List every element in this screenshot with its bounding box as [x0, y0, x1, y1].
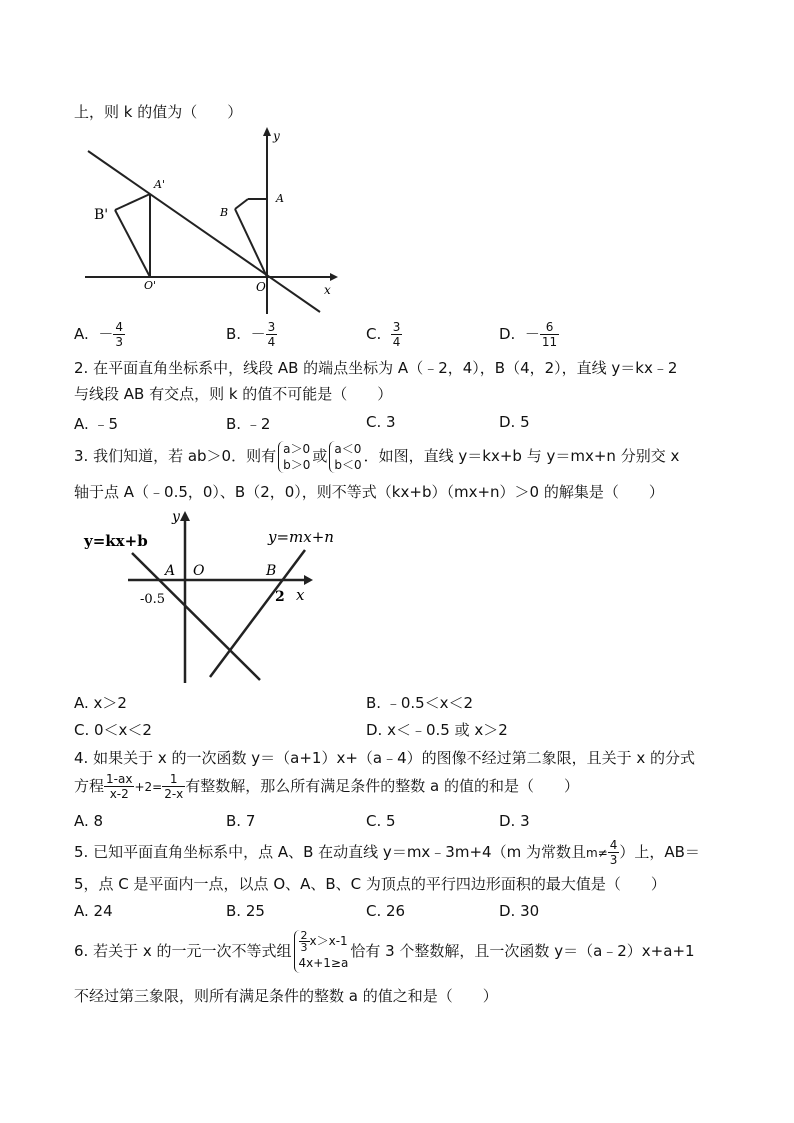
q4-option-b[interactable]: B. 7 [226, 812, 256, 830]
q3-label-y: y [172, 509, 180, 525]
q3-option-d[interactable]: D. x＜﹣0.5 或 x＞2 [366, 721, 508, 739]
q1-label-y: y [273, 129, 280, 143]
q3-line2: 轴于点 A（﹣0.5，0）、B（2，0），则不等式（kx+b）（mx+n）＞0 的解集是（ ） [74, 483, 664, 501]
q1-stem-tail: 上，则 k 的值为（ ） [74, 103, 243, 121]
q2-option-c[interactable]: C. 3 [366, 413, 396, 431]
q5-option-b[interactable]: B. 25 [226, 902, 265, 920]
q3-option-a[interactable]: A. x＞2 [74, 694, 127, 712]
q1-label-b: B [220, 206, 229, 219]
q3-label-neg05: -0.5 [140, 592, 166, 607]
q3-line1: 3. 我们知道，若 ab＞0．则有 a＞0 b＞0 或 a＜0 b＜0 ．如图，直线 y＝kx+b 与 y＝mx+n 分别交 x [74, 441, 680, 472]
q1-option-b[interactable]: B. － $\frac{3}{4}$ [226, 320, 276, 349]
q6-line2: 不经过第三象限，则所有满足条件的整数 a 的值之和是（ ） [74, 987, 498, 1005]
q1-label-a1: A' [154, 178, 165, 191]
q4-option-a[interactable]: A. 8 [74, 812, 104, 830]
q5-option-a[interactable]: A. 24 [74, 902, 113, 920]
q3-label-2: 2 [275, 589, 285, 605]
q1-label-x: x [324, 283, 331, 297]
q3-label-line2: y=mx+n [268, 528, 334, 546]
q1-label-a: A [276, 192, 284, 205]
q3-label-a: A [165, 563, 176, 579]
q3-figure [80, 505, 340, 690]
q1-option-c[interactable]: C. $\frac{3}{4}$ [366, 320, 401, 349]
q1-label-o1: O' [144, 279, 157, 292]
q3-label-x: x [296, 586, 305, 604]
q1-figure [80, 124, 340, 316]
q1-label-o: O [256, 280, 266, 294]
q5-option-c[interactable]: C. 26 [366, 902, 406, 920]
q4-line2: 方程 $\frac{1-ax}{x-2}$ +2= $\frac{1}{2-x}$ 有整数解，那么所有满足条件的整数 a 的值的和是（ ） [74, 772, 579, 801]
q4-option-d[interactable]: D. 3 [499, 812, 530, 830]
q2-option-b[interactable]: B. ﹣2 [226, 415, 271, 433]
q5-option-d[interactable]: D. 30 [499, 902, 540, 920]
q1-option-a[interactable]: A. － $\frac{4}{3}$ [74, 320, 123, 349]
q4-option-c[interactable]: C. 5 [366, 812, 396, 830]
q2-line1: 2. 在平面直角坐标系中，线段 AB 的端点坐标为 A（﹣2，4），B（4，2），直线 y＝kx﹣2 [74, 359, 678, 377]
q1-option-d[interactable]: D. － $\frac{6}{11}$ [499, 320, 558, 349]
q2-option-a[interactable]: A. ﹣5 [74, 415, 119, 433]
q1-label-b1: B' [94, 207, 109, 223]
q5-line1: 5. 已知平面直角坐标系中，点 A、B 在动直线 y＝mx﹣3m+4（m 为常数且m≠ $\frac{4}{3}$ ）上，AB＝ [74, 838, 700, 867]
q6-line1: 6. 若关于 x 的一元一次不等式组 $\frac{2}{3}$ x＞x-1 4x+1≥a 恰有 3 个整数解，且一次函数 y＝（a﹣2）x+a+1 [74, 926, 695, 976]
q4-line1: 4. 如果关于 x 的一次函数 y＝（a+1）x+（a﹣4）的图像不经过第二象限，且关于 x 的分式 [74, 749, 696, 767]
q3-option-c[interactable]: C. 0＜x＜2 [74, 721, 152, 739]
q2-option-d[interactable]: D. 5 [499, 413, 530, 431]
q3-label-line1: y=kx+b [84, 532, 148, 550]
q3-label-o: O [193, 563, 205, 579]
q3-option-b[interactable]: B. ﹣0.5＜x＜2 [366, 694, 474, 712]
q5-line2: 5，点 C 是平面内一点，以点 O、A、B、C 为顶点的平行四边形面积的最大值是（ ） [74, 875, 666, 893]
q3-label-b: B [266, 563, 277, 579]
q2-line2: 与线段 AB 有交点，则 k 的值不可能是（ ） [74, 385, 393, 403]
